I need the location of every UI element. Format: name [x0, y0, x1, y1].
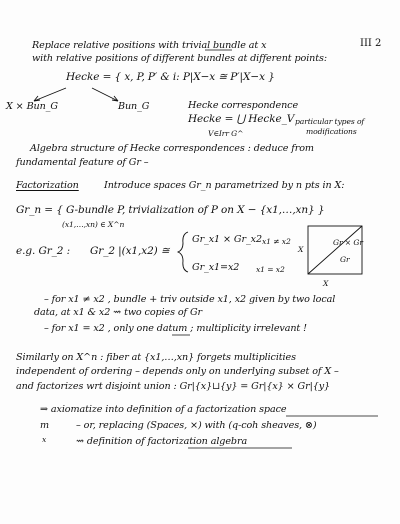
- introduce-spaces-line: Introduce spaces Gr_n parametrized by n pts in X:: [104, 180, 345, 191]
- line-replace-relative: Replace relative positions with trivial bundle at x: [32, 40, 267, 51]
- page-number: III 2: [360, 38, 382, 49]
- diagram-x-bottom: X: [323, 279, 329, 288]
- definition-factorization-algebra: ⇝ definition of factorization algebra: [76, 436, 248, 447]
- case-equal-points: Gr_x1=x2: [192, 262, 240, 273]
- hecke-correspondence-title: Hecke correspondence: [188, 100, 299, 111]
- axiomatize-line: ⇒ axiomatize into definition of a factorization space: [40, 404, 287, 415]
- gr-n-definition: Gr_n = { G-bundle P, trivialization of P on X − {x1,…,xn} }: [16, 204, 325, 216]
- case-distinct-condition: x1 ≠ x2: [262, 237, 291, 246]
- diagram-x-left: X: [298, 245, 304, 254]
- cases-brace: [178, 232, 188, 272]
- case-distinct-points: Gr_x1 × Gr_x2: [192, 234, 262, 245]
- arrow-to-x-bun: [34, 88, 66, 101]
- arrow-to-bun: [92, 88, 118, 101]
- bullet-distinct-points: – for x1 ≠ x2 , bundle + triv outside x1, x2 given by two local: [44, 294, 336, 305]
- modifications: modifications: [306, 127, 357, 136]
- algebra-structure-line: Algebra structure of Hecke correspondences : deduce from: [30, 143, 314, 154]
- hecke-definition: Hecke = { x, P, P′ & i: P|X−x ≅ P′|X−x }: [66, 71, 275, 83]
- label-x-bun: X × Bun_G: [6, 101, 58, 112]
- gr2-fiber: Gr_2 |(x1,x2) ≅: [90, 245, 170, 257]
- hecke-union: Hecke = ⋃ Hecke_V: [188, 113, 295, 125]
- case-equal-condition: x1 = x2: [256, 265, 285, 274]
- similarly-line: Similarly on X^n : fiber at {x1,…,xn} forgets multiplicities: [16, 352, 296, 363]
- bullet-two-copies: data, at x1 & x2 ⇝ two copies of Gr: [34, 307, 202, 318]
- line-relative-positions: with relative positions of different bundles at different points:: [32, 53, 327, 64]
- hecke-union-subscript: V∈Irr G^: [208, 129, 244, 138]
- margin-m: m: [40, 420, 49, 431]
- margin-x: x: [42, 435, 47, 444]
- fundamental-feature-line: fundamental feature of Gr –: [16, 157, 149, 168]
- gr-n-subscript: (x1,…,xn) ∈ X^n: [62, 220, 125, 229]
- diagram-gr-times-gr: Gr × Gr: [333, 238, 363, 247]
- label-bun: Bun_G: [118, 101, 150, 112]
- factorization-heading: Factorization: [16, 180, 79, 191]
- factorizes-line: and factorizes wrt disjoint union : Gr|{x}⊔{y} = Gr|{x} × Gr|{y}: [16, 381, 331, 392]
- bullet-one-datum: – for x1 = x2 , only one datum ; multiplicity irrelevant !: [44, 323, 307, 334]
- or-replacing-line: – or, replacing (Spaces, ×) with (q-coh sheaves, ⊗): [76, 420, 317, 431]
- example-gr2: e.g. Gr_2 :: [16, 245, 71, 257]
- independent-ordering-line: independent of ordering – depends only on underlying subset of X –: [16, 366, 339, 377]
- diagram-diagonal: [308, 226, 362, 274]
- particular-types: particular types of: [295, 117, 365, 126]
- diagram-gr: Gr: [340, 255, 350, 264]
